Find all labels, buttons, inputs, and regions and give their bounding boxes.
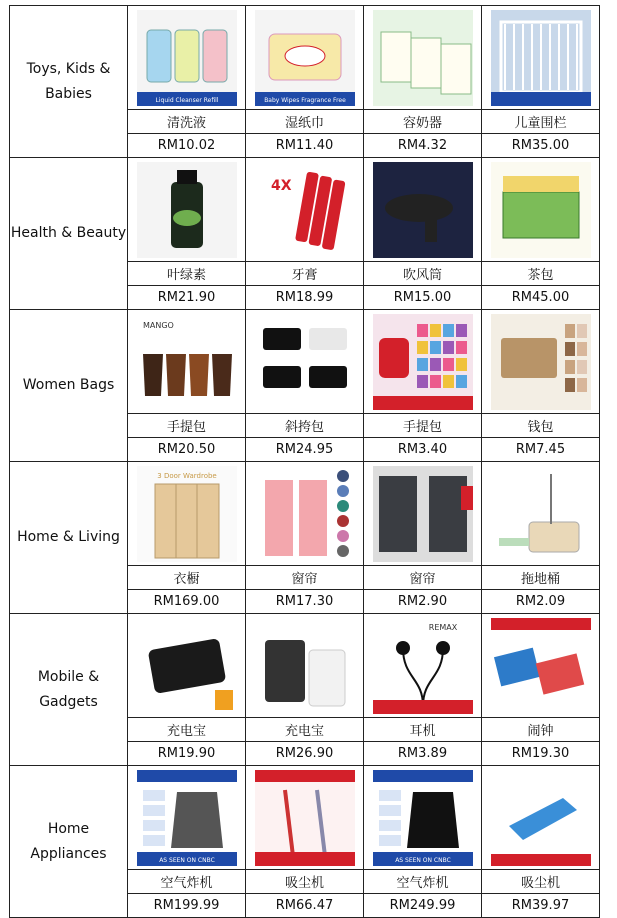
product-image-row: [10, 614, 600, 718]
product-name: 耳机: [364, 718, 482, 742]
product-price: RM35.00: [482, 134, 600, 158]
product-image-cell: [128, 6, 246, 110]
product-image-cell: [128, 766, 246, 870]
product-name: 窗帘: [364, 566, 482, 590]
product-image-cell: [482, 462, 600, 566]
dark-curtain-image: [373, 466, 473, 562]
product-image-cell: [364, 6, 482, 110]
hair-dryer-image: [373, 162, 473, 258]
product-image-cell: [246, 462, 364, 566]
air-fryer-image: [137, 770, 237, 866]
product-image-cell: [128, 310, 246, 414]
svg-text:Baby Wipes Fragrance Free: Baby Wipes Fragrance Free: [263, 96, 346, 104]
product-image-cell: [364, 766, 482, 870]
svg-text:4X: 4X: [270, 177, 292, 194]
product-name: 牙膏: [246, 262, 364, 286]
product-name: 充电宝: [128, 718, 246, 742]
product-name: 斜挎包: [246, 414, 364, 438]
product-image-cell: [482, 766, 600, 870]
product-name: 空气炸机: [364, 870, 482, 894]
product-name: 窗帘: [246, 566, 364, 590]
tea-box-image: [491, 162, 591, 258]
brown-handbags-image: [137, 314, 237, 410]
product-price: RM2.90: [364, 590, 482, 614]
product-price: RM10.02: [128, 134, 246, 158]
svg-text:MANGO: MANGO: [142, 320, 174, 330]
product-image-cell: [364, 462, 482, 566]
product-image-cell: [128, 614, 246, 718]
product-name: 衣橱: [128, 566, 246, 590]
earphones-image: [373, 618, 473, 714]
svg-text:3 Door Wardrobe: 3 Door Wardrobe: [156, 471, 217, 480]
product-image-cell: [482, 310, 600, 414]
product-price: RM3.40: [364, 438, 482, 462]
svg-text:AS SEEN ON CNBC: AS SEEN ON CNBC: [394, 856, 451, 864]
product-image-cell: [482, 6, 600, 110]
wallet-image: [491, 314, 591, 410]
product-image-cell: [128, 158, 246, 262]
product-price: RM249.99: [364, 894, 482, 918]
chlorophyll-bottle-image: [137, 162, 237, 258]
product-price: RM4.32: [364, 134, 482, 158]
category-label: Home Appliances: [10, 766, 128, 918]
product-price: RM199.99: [128, 894, 246, 918]
product-price: RM19.30: [482, 742, 600, 766]
product-image-cell: [482, 614, 600, 718]
liquid-cleanser-refill-image: [137, 10, 237, 106]
category-label: Women Bags: [10, 310, 128, 462]
category-label: Mobile & Gadgets: [10, 614, 128, 766]
product-price: RM26.90: [246, 742, 364, 766]
category-label: Toys, Kids & Babies: [10, 6, 128, 158]
product-image-cell: [246, 310, 364, 414]
milk-storage-bag-image: [373, 10, 473, 106]
product-price: RM66.47: [246, 894, 364, 918]
product-image-cell: [246, 766, 364, 870]
svg-text:REMAX: REMAX: [428, 622, 457, 632]
product-name: 吸尘机: [246, 870, 364, 894]
product-price: RM24.95: [246, 438, 364, 462]
product-table: [9, 5, 600, 918]
product-price: RM11.40: [246, 134, 364, 158]
product-name: 手提包: [364, 414, 482, 438]
product-image-row: [10, 158, 600, 262]
product-name: 手提包: [128, 414, 246, 438]
power-bank-pair-image: [255, 618, 355, 714]
product-price: RM17.30: [246, 590, 364, 614]
product-price: RM19.90: [128, 742, 246, 766]
product-price: RM18.99: [246, 286, 364, 310]
product-name: 钱包: [482, 414, 600, 438]
product-name: 充电宝: [246, 718, 364, 742]
product-image-cell: [246, 158, 364, 262]
product-price: RM3.89: [364, 742, 482, 766]
alarm-clock-image: [491, 618, 591, 714]
wardrobe-image: [137, 466, 237, 562]
safety-gate-image: [491, 10, 591, 106]
product-price: RM15.00: [364, 286, 482, 310]
product-image-cell: [364, 158, 482, 262]
product-name: 拖地桶: [482, 566, 600, 590]
product-image-cell: [246, 6, 364, 110]
product-name: 湿纸巾: [246, 110, 364, 134]
svg-text:AS SEEN ON CNBC: AS SEEN ON CNBC: [158, 856, 215, 864]
product-name: 儿童围栏: [482, 110, 600, 134]
product-name: 容奶器: [364, 110, 482, 134]
category-label: Home & Living: [10, 462, 128, 614]
product-price: RM7.45: [482, 438, 600, 462]
colorful-bags-image: [373, 314, 473, 410]
product-name: 吹风筒: [364, 262, 482, 286]
product-image-cell: [364, 614, 482, 718]
handheld-vacuum-image: [491, 770, 591, 866]
product-image-row: [10, 310, 600, 414]
product-name: 吸尘机: [482, 870, 600, 894]
product-image-cell: [128, 462, 246, 566]
baby-wipes-image: [255, 10, 355, 106]
svg-text:Liquid Cleanser Refill: Liquid Cleanser Refill: [155, 96, 218, 104]
product-price: RM45.00: [482, 286, 600, 310]
product-image-cell: [482, 158, 600, 262]
product-image-cell: [364, 310, 482, 414]
mop-bucket-image: [491, 466, 591, 562]
power-bank-black-image: [137, 618, 237, 714]
product-image-row: [10, 462, 600, 566]
crossbody-bag-image: [255, 314, 355, 410]
product-image-row: [10, 766, 600, 870]
product-name: 闹钟: [482, 718, 600, 742]
product-price: RM20.50: [128, 438, 246, 462]
category-label: Health & Beauty: [10, 158, 128, 310]
product-image-cell: [246, 614, 364, 718]
product-price: RM2.09: [482, 590, 600, 614]
toothpaste-image: [255, 162, 355, 258]
pink-curtain-image: [255, 466, 355, 562]
product-name: 茶包: [482, 262, 600, 286]
product-price: RM169.00: [128, 590, 246, 614]
product-image-row: [10, 6, 600, 110]
product-price: RM39.97: [482, 894, 600, 918]
product-price: RM21.90: [128, 286, 246, 310]
product-name: 叶绿素: [128, 262, 246, 286]
stick-vacuum-image: [255, 770, 355, 866]
air-fryer-black-image: [373, 770, 473, 866]
product-name: 清洗液: [128, 110, 246, 134]
product-name: 空气炸机: [128, 870, 246, 894]
